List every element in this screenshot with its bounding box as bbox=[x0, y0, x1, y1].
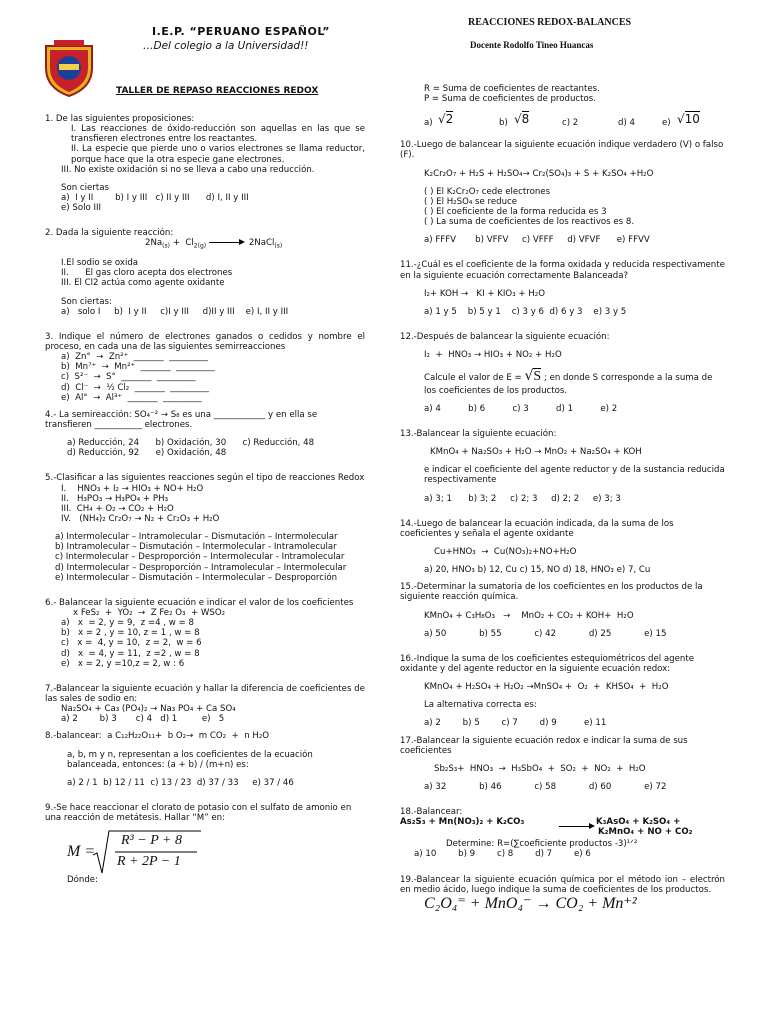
q4-options-2: d) Reducción, 92 e) Oxidación, 48 bbox=[67, 448, 227, 459]
question-18 bbox=[400, 807, 725, 859]
q12-calc-post: ; en donde S corresponde a la suma de los coeficientes de los productos. bbox=[424, 373, 713, 396]
q3-a: a) Zn° → Zn²⁺ _______ _________ bbox=[61, 352, 208, 363]
q16-alt: La alternativa correcta es: bbox=[424, 700, 537, 711]
q14-options: a) 20, HNO₃ b) 12, Cu c) 15, NO d) 18, HNO₃ e) 7, Cu bbox=[424, 565, 651, 576]
q1-options-2: e) Solo III bbox=[61, 203, 102, 214]
q9-donde: Dónde: bbox=[67, 875, 98, 886]
q1-prop-iii: III. No existe oxidación si no se lleva a cabo una reducción. bbox=[61, 164, 315, 175]
p-definition: P = Suma de coeficientes de productos. bbox=[424, 94, 596, 105]
q15-equation: KMnO₄ + C₃H₈O₃ → MnO₂ + CO₂ + KOH+ H₂O bbox=[424, 610, 634, 621]
q13-text: e indicar el coeficiente del agente reductor y de la sustancia reducida respectivamente bbox=[424, 465, 725, 486]
q1-prop-ii: II. La especie que pierde uno o varios electrones se llama reductor, porque hace que la otra especie gane electrones. bbox=[71, 144, 365, 165]
q10-item-4: ( ) La suma de coeficientes de los reactivos es 8. bbox=[424, 217, 635, 228]
q9-option-b-root: √8 bbox=[514, 112, 530, 127]
q10-equation: K₂Cr₂O₇ + H₂S + H₂SO₄→ Cr₂(SO₄)₃ + S + K₂SO₄ +H₂O bbox=[424, 168, 654, 179]
q5-iv: IV. (NH₄)₂ Cr₂O₇ → N₂ + Cr₂O₃ + H₂O bbox=[61, 514, 220, 525]
q9-option-c: c) 2 bbox=[562, 118, 579, 129]
q5-option-e: e) Intermolecular – Dismutación – Intermolecular – Desproporción bbox=[55, 572, 338, 583]
q2-equation: $2Na_{(s)} + Cl_{2(g)}$ 2NaCl$_{(s)}$ bbox=[145, 238, 283, 251]
q9-formula-m: M = bbox=[67, 843, 96, 861]
q18-determine: Determine: R=(∑coeficiente productos -3)¹ᐟ² bbox=[446, 839, 638, 850]
q17-options: a) 32 b) 46 c) 58 d) 60 e) 72 bbox=[424, 782, 667, 792]
q1-options-1: a) I y II b) I y III c) II y III d) I, II y III bbox=[61, 192, 249, 203]
question-15 bbox=[400, 582, 725, 639]
q12-calc bbox=[400, 368, 725, 396]
q10-options: a) FFFV b) VFFV c) VFFF d) VFVF e) FFVV bbox=[424, 235, 650, 246]
q10-item-3: ( ) El coeficiente de la forma reducida es 3 bbox=[424, 206, 607, 217]
q1-son: Son ciertas bbox=[61, 182, 109, 193]
q10-item-2: ( ) El H₂SO₄ se reduce bbox=[424, 196, 518, 207]
question-14 bbox=[400, 519, 725, 576]
question-16 bbox=[400, 654, 725, 729]
school-name: I.E.P. “PERUANO ESPAÑOL” bbox=[152, 25, 330, 38]
q9-intro: 9.-Se hace reaccionar el clorato de potasio con el sulfato de amonio en una reacción de metátesis. Hallar “M” en: bbox=[45, 802, 352, 824]
q6-a: a) x = 2, y = 9, z =4 , w = 8 bbox=[61, 618, 194, 629]
q11-intro: 11.-¿Cuál es el coeficiente de la forma oxidada y reducida respectivamente en la siguiente ecuación correctamente Balanceada? bbox=[400, 260, 725, 281]
q3-d: d) Cl⁻ → ½ Cl₂ _______ _________ bbox=[61, 382, 209, 393]
q9-option-a-root: √2 bbox=[438, 112, 454, 127]
q10-item-1: ( ) El K₂Cr₂O₇ cede electrones bbox=[424, 186, 551, 197]
school-motto: …Del colegio a la Universidad!! bbox=[143, 40, 309, 52]
question-3 bbox=[45, 332, 365, 403]
teacher-name: Docente Rodolfo Tineo Huancas bbox=[470, 40, 594, 50]
question-5 bbox=[45, 473, 365, 582]
q1-prop-i: I. Las reacciones de óxido-reducción son aquellas en las que se transfieren electrones entre los reactantes. bbox=[71, 124, 365, 145]
q1-intro: 1. De las siguientes proposiciones: bbox=[45, 114, 195, 124]
q5-ii: II. H₃PO₃ → H₃PO₄ + PH₃ bbox=[61, 493, 169, 504]
q16-options: a) 2 b) 5 c) 7 d) 9 e) 11 bbox=[424, 718, 607, 729]
q3-c: c) S²⁻ → S° _______ _________ bbox=[61, 372, 196, 383]
right-column bbox=[400, 84, 725, 921]
q9-formula-numerator: R³ − P + 8 bbox=[121, 833, 182, 849]
q17-equation: Sb₂S₃+ HNO₃ → H₃SbO₄ + SO₂ + NO₂ + H₂O bbox=[434, 763, 646, 774]
question-6 bbox=[45, 598, 365, 669]
question-8 bbox=[45, 731, 365, 788]
q4-options-1: a) Reducción, 24 b) Oxidación, 30 c) Reducción, 48 bbox=[67, 438, 315, 449]
q9-options bbox=[424, 110, 725, 134]
q7-options: a) 2 b) 3 c) 4 d) 1 e) 5 bbox=[61, 714, 225, 725]
question-19 bbox=[400, 875, 725, 914]
q18-eq-left: As₂S₃ + Mn(NO₃)₂ + K₂CO₃ bbox=[400, 817, 525, 828]
q9-option-a: a) bbox=[424, 118, 433, 129]
q18-intro: 18.-Balancear: bbox=[400, 807, 463, 818]
q12-options: a) 4 b) 6 c) 3 d) 1 e) 2 bbox=[424, 403, 618, 414]
q15-options: a) 50 b) 55 c) 42 d) 25 e) 15 bbox=[424, 628, 667, 639]
q6-c: c) x = 4, y = 10, z = 2, w = 6 bbox=[61, 638, 202, 649]
q6-equation: x FeS₂ + YO₂ → Z Fe₂ O₃ + WSO₂ bbox=[73, 608, 226, 618]
q5-option-a: a) Intermolecular – Intramolecular – Dismutación – Intermolecular bbox=[55, 532, 338, 543]
q2-options: a) solo I b) I y II c)I y III d)II y III e) I, II y III bbox=[61, 306, 289, 317]
q14-equation: Cu+HNO₃ → Cu(NO₃)₂+NO+H₂O bbox=[434, 547, 577, 558]
question-7 bbox=[45, 684, 365, 725]
q7-equation: Na₂SO₄ + Ca₃ (PO₄)₂ → Na₃ PO₄ + Ca SO₄ bbox=[61, 704, 236, 715]
q16-intro: 16.-Indique la suma de los coeficientes estequiométricos del agente oxidante y del agente reductor en la siguiente ecuación redox: bbox=[400, 653, 694, 675]
q5-iii: III. CH₄ + O₂ → CO₂ + H₂O bbox=[61, 503, 174, 514]
q10-intro: 10.-Luego de balancear la siguiente ecuación indique verdadero (V) o falso (F). bbox=[400, 140, 724, 161]
q9-option-d: d) 4 bbox=[618, 118, 636, 129]
document-title: REACCIONES REDOX-BALANCES bbox=[468, 17, 632, 28]
question-11 bbox=[400, 260, 725, 317]
q2-son: Son ciertas: bbox=[61, 296, 112, 307]
q18-options: a) 10 b) 9 c) 8 d) 7 e) 6 bbox=[414, 849, 591, 860]
question-2 bbox=[45, 228, 365, 317]
q7-intro: 7.-Balancear la siguiente ecuación y hallar la diferencia de coeficientes de las sales de sodio en: bbox=[45, 683, 365, 704]
q11-options: a) 1 y 5 b) 5 y 1 c) 3 y 6 d) 6 y 3 e) 3 y 5 bbox=[424, 306, 627, 317]
q8-text: a, b, m y n, representan a los coeficientes de la ecuación balanceada, entonces: (a + b) / (m+n) es: bbox=[67, 749, 313, 770]
q19-intro: 19.-Balancear la siguiente ecuación química por el método ion – electrón en medio ácido, luego indique la suma de coeficientes de los productos. bbox=[400, 874, 725, 895]
q9-option-e: e) bbox=[662, 118, 671, 129]
q2-intro: 2. Dada la siguiente reacción: bbox=[45, 228, 174, 239]
school-logo bbox=[40, 38, 98, 98]
q13-equation: KMnO₄ + Na₂SO₃ + H₂O → MnO₂ + Na₂SO₄ + KOH bbox=[430, 447, 642, 458]
q18-eq-right-1: K₃AsO₄ + K₂SO₄ + bbox=[596, 817, 681, 828]
q4-text: 4.- La semireacción: SO₄⁻² → S₈ es una ____________ y en ella se transfieren ___________ electrones. bbox=[45, 409, 318, 431]
left-column bbox=[45, 114, 365, 892]
q3-intro: 3. Indique el número de electrones ganados o cedidos y nombre el proceso, en cada una de las siguientes semirreacciones bbox=[45, 331, 365, 353]
question-9 bbox=[45, 803, 365, 885]
q16-equation: KMnO₄ + H₂SO₄ + H₂O₂ →MnSO₄ + O₂ + KHSO₄ + H₂O bbox=[424, 682, 669, 693]
q5-option-d: d) Intermolecular – Desproporción – Intramolecular – Intermolecular bbox=[55, 562, 347, 573]
q14-intro: 14.-Luego de balancear la ecuación indicada, da la suma de los coeficientes y señala el agente oxidante bbox=[400, 518, 674, 539]
q5-option-c: c) Intermolecular – Desproporción – Intermolecular - Intramolecular bbox=[55, 552, 345, 563]
question-17 bbox=[400, 736, 725, 793]
question-13 bbox=[400, 429, 725, 504]
q9-formula-denominator: R + 2P − 1 bbox=[117, 854, 181, 870]
q17-intro: 17.-Balancear la siguiente ecuación redox e indicar la suma de sus coeficientes bbox=[400, 735, 688, 756]
q13-intro: 13.-Balancear la siguiente ecuación: bbox=[400, 429, 557, 440]
q12-equation: I₂ + HNO₃ → HIO₃ + NO₂ + H₂O bbox=[424, 350, 562, 361]
q3-e: e) Al° → Al³⁺ _______ _________ bbox=[61, 392, 202, 403]
q18-eq-right-2: K₂MnO₄ + NO + CO₂ bbox=[598, 827, 693, 838]
taller-title: TALLER DE REPASO REACCIONES REDOX bbox=[116, 86, 319, 96]
question-12 bbox=[400, 332, 725, 414]
q6-e: e) x = 2, y =10,z = 2, w : 6 bbox=[61, 658, 185, 669]
question-10 bbox=[400, 140, 725, 245]
q19-equation: C₂O₄⁼ + MnO₄⁻ → CO₂ + Mn⁺² bbox=[424, 894, 637, 912]
q6-d: d) x = 4, y = 11, z =2 , w = 8 bbox=[61, 648, 200, 659]
q6-intro: 6.- Balancear la siguiente ecuación e indicar el valor de los coeficientes bbox=[45, 597, 354, 608]
q2-prop-i: I.El sodio se oxida bbox=[61, 258, 139, 269]
q12-calc-root: √S bbox=[524, 368, 542, 385]
q13-options: a) 3; 1 b) 3; 2 c) 2; 3 d) 2; 2 e) 3; 3 bbox=[424, 493, 621, 504]
q5-option-b: b) Intramolecular – Dismutación – Intermolecular - Intramolecular bbox=[55, 542, 337, 553]
q18-equation bbox=[400, 817, 725, 839]
q9-option-e-root: √10 bbox=[677, 112, 700, 127]
q8-options: a) 2 / 1 b) 12 / 11 c) 13 / 23 d) 37 / 33 e) 37 / 46 bbox=[67, 777, 294, 788]
q6-b: b) x = 2 , y = 10, z = 1 , w = 8 bbox=[61, 628, 200, 639]
q2-prop-iii: III. El Cl2 actúa como agente oxidante bbox=[61, 278, 225, 289]
q5-intro: 5.-Clasificar a las siguientes reacciones según el tipo de reacciones Redox bbox=[45, 473, 365, 484]
q12-intro: 12.-Después de balancear la siguiente ecuación: bbox=[400, 331, 610, 342]
r-definition: R = Suma de coeficientes de reactantes. bbox=[424, 84, 600, 94]
q12-calc-pre: Calcule el valor de E = bbox=[424, 373, 522, 384]
question-1 bbox=[45, 114, 365, 213]
q5-i: I. HNO₃ + I₂ → HIO₃ + NO+ H₂O bbox=[61, 483, 204, 494]
question-4 bbox=[45, 410, 365, 459]
q2-prop-ii: II. El gas cloro acepta dos electrones bbox=[61, 268, 233, 279]
q11-equation: I₂+ KOH → KI + KIO₃ + H₂O bbox=[424, 288, 545, 299]
q9-option-b: b) bbox=[499, 118, 508, 129]
q8-intro: 8.-balancear: a C₁₂H₂₂O₁₁+ b O₂→ m CO₂ + n H₂O bbox=[45, 731, 270, 742]
q9-formula bbox=[45, 829, 365, 875]
q15-intro: 15.-Determinar la sumatoria de los coeficientes en los productos de la siguiente reacción química. bbox=[400, 582, 703, 603]
q3-b: b) Mn⁷⁺ → Mn²⁺ _______ _________ bbox=[61, 362, 215, 373]
q18-arrow-icon bbox=[559, 826, 593, 827]
